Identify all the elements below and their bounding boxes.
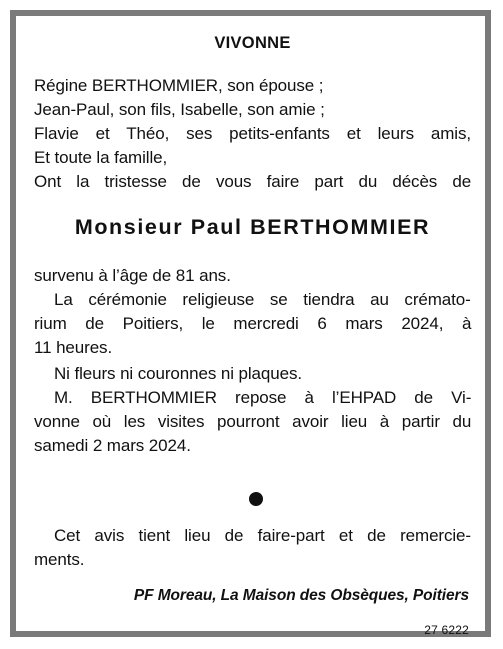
- family-line-3: Flavie et Théo, ses petits-enfants et leurs amis,: [34, 124, 472, 143]
- family-line-5: Ont la tristesse de vous faire part du décès de: [34, 172, 472, 191]
- funeral-home-signature: PF Moreau, La Maison des Obsèques, Poitiers: [133, 587, 469, 604]
- body-line-4: 11 heures.: [34, 338, 113, 357]
- body-line-3: rium de Poitiers, le mercredi 6 mars 2024, à: [34, 314, 472, 333]
- closing-line-2: ments.: [34, 550, 85, 569]
- body-line-5: Ni fleurs ni couronnes ni plaques.: [54, 364, 302, 383]
- obituary-notice-frame: [10, 10, 491, 637]
- family-line-2: Jean-Paul, son fils, Isabelle, son amie ;: [34, 100, 325, 119]
- notice-town: VIVONNE: [214, 34, 291, 52]
- family-line-1: Régine BERTHOMMIER, son épouse ;: [34, 76, 324, 95]
- reference-number: 27 6222: [424, 623, 469, 637]
- obituary-notice-content: [34, 16, 472, 637]
- body-line-7: vonne où les visites pourront avoir lieu à partir du: [34, 412, 472, 431]
- separator-bullet-icon: [249, 492, 263, 506]
- body-line-6: M. BERTHOMMIER repose à l’EHPAD de Vi-: [54, 388, 472, 407]
- closing-line-1: Cet avis tient lieu de faire-part et de remercie-: [54, 526, 471, 545]
- body-line-8: samedi 2 mars 2024.: [34, 436, 191, 455]
- deceased-name: Monsieur Paul BERTHOMMIER: [74, 215, 431, 239]
- body-line-1: survenu à l’âge de 81 ans.: [34, 266, 231, 285]
- body-line-2: La cérémonie religieuse se tiendra au crémato-: [54, 290, 471, 309]
- family-line-4: Et toute la famille,: [34, 148, 168, 167]
